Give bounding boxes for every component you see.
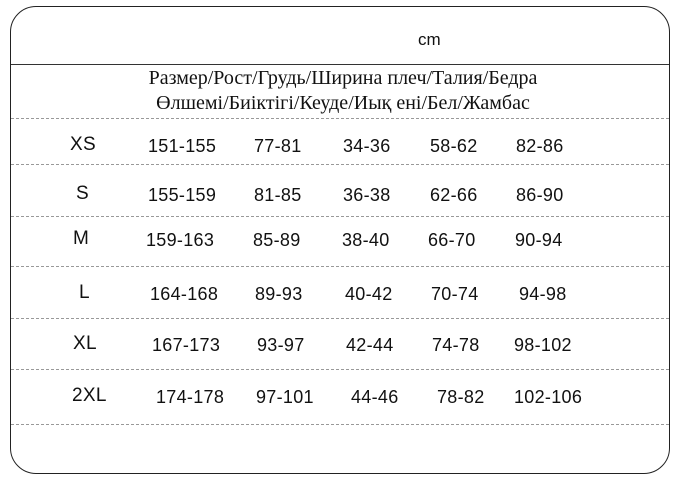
height-cell: 151-155: [148, 136, 217, 156]
waist-cell: 58-62: [430, 136, 478, 156]
size-cell: L: [79, 282, 90, 303]
chest-cell: 93-97: [257, 335, 305, 355]
unit-label: cm: [418, 30, 441, 49]
hips-cell: 86-90: [516, 185, 564, 205]
size-cell: S: [76, 183, 89, 204]
row-divider: [11, 318, 669, 319]
hips-cell: 98-102: [514, 335, 572, 355]
height-cell: 155-159: [148, 185, 217, 205]
shoulder-cell: 38-40: [342, 230, 390, 250]
height-cell: 159-163: [146, 230, 215, 250]
waist-cell: 66-70: [428, 230, 476, 250]
chest-cell: 89-93: [255, 284, 303, 304]
shoulder-cell: 42-44: [346, 335, 394, 355]
waist-cell: 70-74: [431, 284, 479, 304]
height-cell: 164-168: [150, 284, 219, 304]
height-cell: 174-178: [156, 387, 225, 407]
header-kazakh: Өлшемі/Биіктігі/Кеуде/Иық ені/Бел/Жамбас: [156, 92, 530, 114]
row-divider: [11, 424, 669, 425]
waist-cell: 78-82: [437, 387, 485, 407]
chest-cell: 85-89: [253, 230, 301, 250]
row-divider: [11, 164, 669, 165]
hips-cell: 102-106: [514, 387, 583, 407]
row-divider: [11, 369, 669, 370]
row-divider: [11, 118, 669, 119]
row-divider: [11, 216, 669, 217]
header-russian: Размер/Рост/Грудь/Ширина плеч/Талия/Бедра: [148, 67, 538, 89]
chest-cell: 97-101: [256, 387, 314, 407]
height-cell: 167-173: [152, 335, 221, 355]
waist-cell: 74-78: [432, 335, 480, 355]
size-cell: 2XL: [72, 385, 107, 406]
size-cell: XS: [70, 134, 96, 155]
row-divider: [11, 266, 669, 267]
chest-cell: 81-85: [254, 185, 302, 205]
header-divider: [11, 64, 669, 65]
size-cell: M: [73, 228, 90, 249]
size-cell: XL: [73, 333, 97, 354]
shoulder-cell: 44-46: [351, 387, 399, 407]
hips-cell: 90-94: [515, 230, 563, 250]
shoulder-cell: 40-42: [345, 284, 393, 304]
shoulder-cell: 34-36: [343, 136, 391, 156]
hips-cell: 82-86: [516, 136, 564, 156]
waist-cell: 62-66: [430, 185, 478, 205]
chest-cell: 77-81: [254, 136, 302, 156]
hips-cell: 94-98: [519, 284, 567, 304]
shoulder-cell: 36-38: [343, 185, 391, 205]
